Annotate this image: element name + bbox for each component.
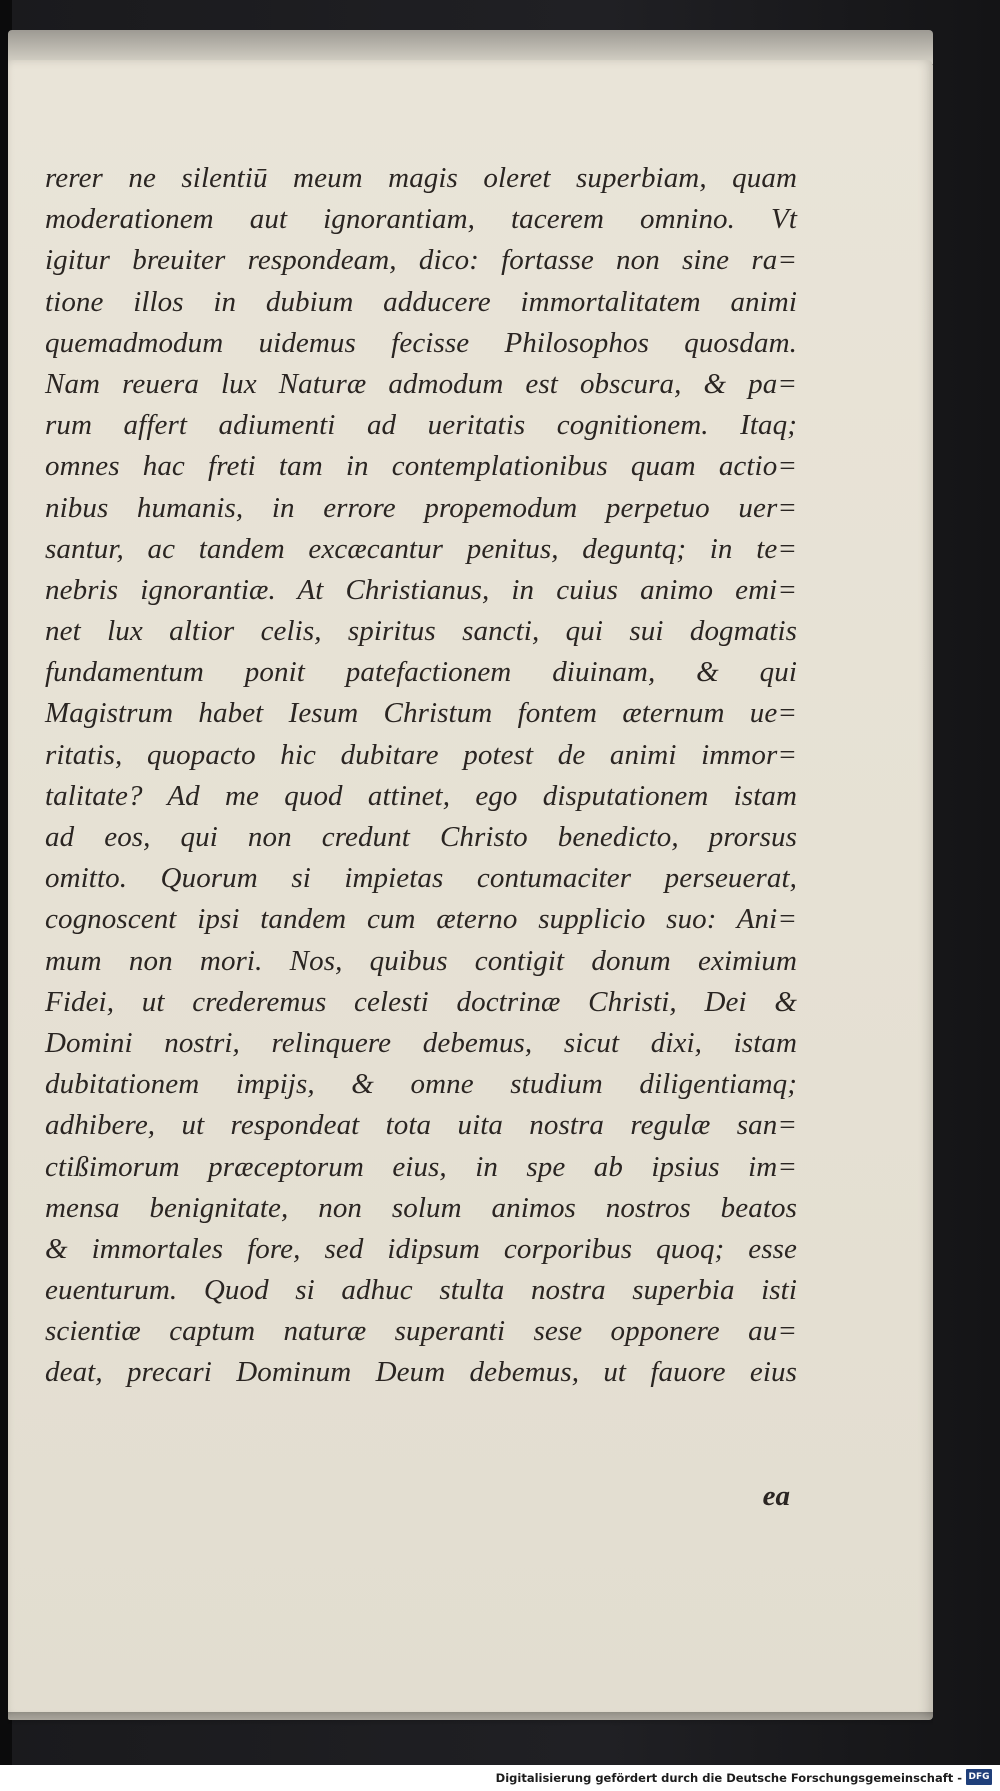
- text-line: rum affert adiumenti ad ueritatis cognitionem. Itaq;: [45, 409, 797, 442]
- dfg-logo: DFG: [966, 1769, 992, 1785]
- text-line: ad eos, qui non credunt Christo benedicto, prorsus: [45, 821, 797, 853]
- text-line: ritatis, quopacto hic dubitare potest de animi immor=: [45, 738, 797, 771]
- text-line: fundamentum ponit patefactionem diuinam, & qui: [45, 656, 797, 689]
- text-line: net lux altior celis, spiritus sancti, qui sui dogmatis: [45, 615, 797, 648]
- text-line: Fidei, ut crederemus celesti doctrinæ Christi, Dei &: [45, 985, 797, 1018]
- text-line: nebris ignorantiæ. At Christianus, in cuius animo emi=: [45, 573, 797, 606]
- text-line: Magistrum habet Iesum Christum fontem æternum ue=: [45, 697, 797, 730]
- catchword: ea: [762, 1480, 790, 1512]
- text-line: igitur breuiter respondeam, dico: fortasse non sine ra=: [45, 244, 797, 277]
- text-line: omitto. Quorum si impietas contumaciter perseuerat,: [45, 862, 797, 895]
- text-line: & immortales fore, sed idipsum corporibus quoq; esse: [45, 1232, 797, 1265]
- page-text: [45, 158, 797, 1394]
- text-line: santur, ac tandem excæcantur penitus, deguntq; in te=: [45, 532, 797, 565]
- text-line: tione illos in dubium adducere immortalitatem animi: [45, 285, 797, 318]
- text-line: rerer ne silentiū meum magis oleret superbiam, quam: [45, 162, 797, 194]
- digitization-footer: [0, 1765, 1000, 1791]
- text-line: Domini nostri, relinquere debemus, sicut dixi, istam: [45, 1026, 797, 1059]
- text-line: Nam reuera lux Naturæ admodum est obscura, & pa=: [45, 367, 797, 400]
- text-line: adhibere, ut respondeat tota uita nostra regulæ san=: [45, 1109, 797, 1142]
- text-line: dubitationem impijs, & omne studium diligentiamq;: [45, 1068, 797, 1101]
- text-line: deat, precari Dominum Deum debemus, ut fauore eius: [45, 1356, 797, 1389]
- page-bottom-shadow: [8, 1712, 933, 1726]
- page-top-edge: [8, 30, 933, 64]
- text-line: ctißimorum præceptorum eius, in spe ab ipsius im=: [45, 1150, 797, 1183]
- text-line: cognoscent ipsi tandem cum æterno supplicio suo: Ani=: [45, 903, 797, 936]
- text-line: nibus humanis, in errore propemodum perpetuo uer=: [45, 491, 797, 524]
- text-line: quemadmodum uidemus fecisse Philosophos quosdam.: [45, 326, 797, 359]
- text-line: moderationem aut ignorantiam, tacerem omnino. Vt: [45, 203, 797, 236]
- text-line: omnes hac freti tam in contemplationibus quam actio=: [45, 450, 797, 483]
- text-line: euenturum. Quod si adhuc stulta nostra superbia isti: [45, 1274, 797, 1307]
- text-line: mensa benignitate, non solum animos nostros beatos: [45, 1191, 797, 1224]
- text-line: talitate? Ad me quod attinet, ego disputationem istam: [45, 779, 797, 812]
- funding-credit: Digitalisierung gefördert durch die Deutsche Forschungsgemeinschaft -: [495, 1771, 962, 1785]
- text-line: mum non mori. Nos, quibus contigit donum eximium: [45, 944, 797, 977]
- text-line: scientiæ captum naturæ superanti sese opponere au=: [45, 1315, 797, 1348]
